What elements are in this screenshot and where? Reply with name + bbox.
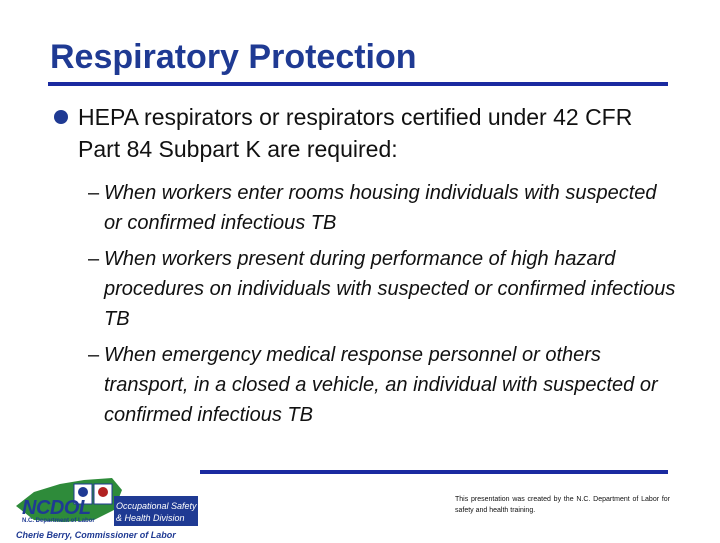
dash-icon: –: [88, 344, 100, 366]
osh-division: [116, 500, 197, 524]
sub-bullet-3: [88, 340, 678, 430]
footer-divider: [200, 470, 668, 474]
osh-line-2: & Health Division: [116, 513, 185, 523]
credit-text: This presentation was created by the N.C. Department of Labor for safety and health training.: [455, 496, 670, 514]
sub-bullet-text: When emergency medical response personnel or others transport, in a closed a vehicle, an individual with suspected or confirmed infectious TB: [104, 344, 658, 426]
sub-bullet-2: [88, 244, 678, 334]
title-divider: [48, 82, 668, 86]
ncdol-wordmark: NCDOL: [22, 497, 91, 519]
sub-bullet-1: [88, 178, 678, 238]
ncdol-dept: N.C. Department of Labor: [22, 518, 95, 524]
bullet-dot-icon: [54, 110, 68, 124]
sub-bullet-text: When workers present during performance of high hazard procedures on individuals with suspected or confirmed infectious TB: [104, 248, 676, 330]
main-bullet-text: HEPA respirators or respirators certified under 42 CFR Part 84 Subpart K are required:: [78, 104, 633, 162]
osh-line-1: Occupational Safety: [116, 501, 197, 511]
dash-icon: –: [88, 248, 100, 270]
slide-title: Respiratory Protection: [50, 38, 417, 76]
commissioner-caption: Cherie Berry, Commissioner of Labor: [16, 530, 176, 540]
sub-bullet-text: When workers enter rooms housing individuals with suspected or confirmed infectious TB: [104, 182, 657, 234]
dash-icon: –: [88, 182, 100, 204]
